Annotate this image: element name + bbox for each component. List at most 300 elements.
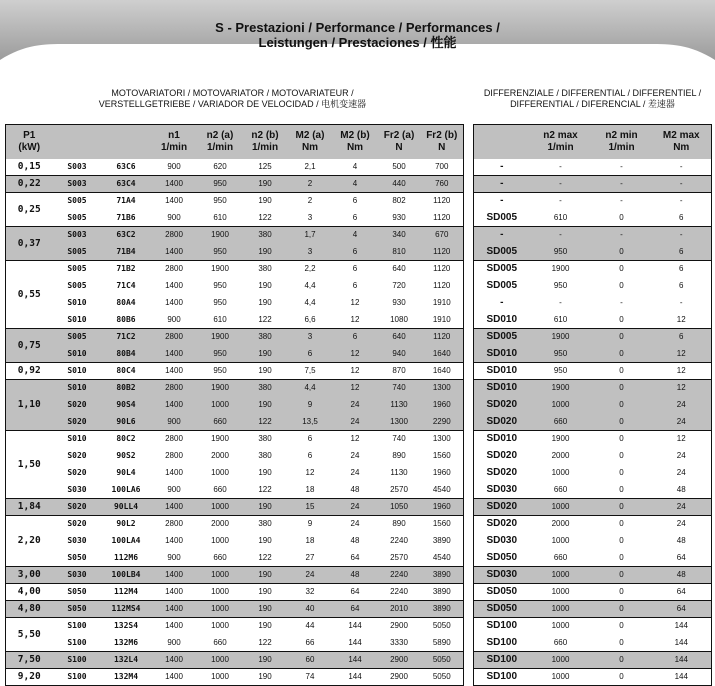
diff-row	[474, 278, 712, 295]
cell-m: 63C6	[102, 159, 151, 176]
diff-row	[474, 261, 712, 278]
diff-row	[474, 329, 712, 346]
diff-cell-dm2: -	[679, 298, 683, 307]
cell-n1: 900	[151, 312, 198, 329]
cell-n2b: 380	[258, 434, 272, 444]
diff-cell-d: SD100	[474, 652, 530, 669]
diff-cell-dmax: 660	[530, 635, 592, 652]
cell-m2a: 74	[288, 669, 333, 686]
diff-cell-dm2: 6	[652, 244, 712, 261]
cell-n2a: 1000	[211, 468, 229, 477]
main-header-label: M2 (a)	[295, 129, 325, 141]
cell-n1: 900	[151, 550, 198, 567]
diff-row	[474, 295, 712, 312]
cell-m2a: 1,7	[288, 227, 333, 244]
cell-n2a: 620	[198, 159, 243, 176]
cell-n2b: 122	[243, 635, 288, 652]
table-row	[6, 346, 464, 363]
main-header-label: n1	[168, 129, 180, 141]
main-header-9	[421, 125, 464, 159]
diff-cell-dm2: 48	[652, 567, 712, 584]
main-header-label: n2 (a)	[206, 129, 234, 141]
main-title-line1: MOTOVARIATORI / MOTOVARIATOR / MOTOVARIATEUR /	[111, 88, 354, 98]
power-cell: 4,80	[6, 601, 53, 618]
diff-cell-dmin: 0	[592, 414, 652, 431]
cell-frb: 1560	[432, 451, 451, 460]
cell-n2b: 190	[258, 196, 272, 206]
diff-row	[474, 516, 712, 533]
cell-n2b: 380	[243, 380, 288, 397]
diff-cell-dmin: 0	[592, 312, 652, 329]
cell-m: 112MS4	[102, 601, 151, 618]
table-row	[6, 244, 464, 261]
cell-frb: 1640	[421, 363, 464, 380]
cell-s: S005	[53, 329, 102, 346]
diff-row	[474, 312, 712, 329]
cell-n1: 1400	[151, 397, 198, 414]
table-row	[6, 618, 464, 635]
diff-cell-dm2: -	[652, 227, 712, 244]
cell-frb: 760	[421, 176, 464, 193]
diff-cell-d: SD005	[486, 263, 518, 275]
diff-row	[474, 397, 712, 414]
cell-m2a: 15	[288, 499, 333, 516]
cell-frb: 5890	[421, 635, 464, 652]
main-header-1	[53, 125, 102, 159]
diff-cell-dmin: 0	[619, 434, 624, 444]
diff-cell-d: -	[474, 227, 530, 244]
table-row	[6, 278, 464, 295]
cell-n2a: 660	[198, 550, 243, 567]
cell-frb: 3890	[421, 567, 464, 584]
power-cell: 0,25	[6, 193, 53, 227]
main-header-label: Fr2 (b)	[426, 129, 458, 141]
cell-n2a: 610	[198, 312, 243, 329]
diff-cell-dmin: -	[620, 298, 623, 307]
table-row	[6, 227, 464, 244]
diff-header-label: n2 max	[543, 129, 578, 141]
cell-m: 132M4	[102, 669, 151, 686]
cell-n2b: 190	[258, 468, 272, 477]
cell-n1: 1400	[165, 536, 183, 545]
cell-m2a: 6,6	[288, 312, 333, 329]
diff-cell-dmin: 0	[619, 519, 624, 529]
diff-title-line1: DIFFERENZIALE / DIFFERENTIAL / DIFFERENTIEL /	[483, 88, 702, 98]
cell-frb: 1120	[421, 210, 464, 227]
power-cell: 0,55	[6, 261, 53, 329]
cell-fra: 2570	[378, 550, 421, 567]
diff-cell-dm2: -	[679, 196, 683, 206]
cell-n2a: 1900	[211, 434, 229, 444]
cell-m2b: 144	[348, 621, 362, 631]
diff-cell-d: SD030	[474, 482, 530, 499]
cell-n2b: 122	[243, 210, 288, 227]
diff-cell-d: -	[474, 159, 530, 176]
cell-fra: 340	[378, 227, 421, 244]
diff-cell-dm2: 12	[652, 380, 712, 397]
diff-cell-dm2: -	[652, 159, 712, 176]
cell-m: 90S2	[116, 451, 136, 460]
diff-cell-d: SD005	[486, 280, 518, 291]
diff-cell-dm2: 6	[679, 264, 684, 274]
main-header-6	[288, 125, 333, 159]
cell-m2a: 60	[288, 652, 333, 669]
diff-cell-d: -	[500, 297, 504, 308]
cell-s: S100	[53, 652, 102, 669]
cell-m2b: 24	[350, 468, 360, 477]
cell-m: 80B6	[102, 312, 151, 329]
cell-fra: 1050	[378, 499, 421, 516]
cell-m2a: 3	[288, 329, 333, 346]
diff-header-label: n2 min	[605, 129, 638, 141]
cell-s: S100	[67, 621, 87, 631]
main-header-3	[151, 125, 198, 159]
table-row	[6, 516, 464, 533]
table-row	[6, 295, 464, 312]
diff-cell-dm2: 144	[674, 621, 688, 631]
diff-cell-d: SD020	[474, 397, 530, 414]
diff-cell-dmax: 1000	[530, 567, 592, 584]
diff-row	[474, 618, 712, 635]
diff-cell-d: SD030	[474, 567, 530, 584]
cell-m2b: 6	[352, 264, 358, 274]
cell-m: 63C2	[102, 227, 151, 244]
cell-m2b: 12	[333, 363, 378, 380]
diff-cell-d: SD100	[474, 669, 530, 686]
main-header-unit: Nm	[346, 141, 364, 153]
cell-m2b: 4	[333, 227, 378, 244]
diff-row	[474, 414, 712, 431]
diff-cell-dm2: 144	[652, 652, 712, 669]
diff-cell-dmax: 2000	[551, 519, 570, 529]
diff-cell-dmin: 0	[592, 499, 652, 516]
cell-m2b: 48	[350, 536, 360, 545]
diff-cell-dmin: -	[592, 176, 652, 193]
cell-m2b: 24	[350, 519, 360, 529]
cell-m2a: 9	[288, 397, 333, 414]
cell-n2b: 190	[243, 244, 288, 261]
cell-fra: 940	[378, 346, 421, 363]
diff-cell-d: -	[474, 176, 530, 193]
diff-row	[474, 176, 712, 193]
diff-section-title	[470, 88, 715, 110]
diff-cell-dm2: 24	[652, 397, 712, 414]
diff-cell-d: SD050	[474, 601, 530, 618]
cell-n1: 900	[151, 482, 198, 499]
diff-cell-dmin: 0	[592, 244, 652, 261]
cell-m2b: 6	[333, 244, 378, 261]
diff-cell-d: SD050	[474, 550, 530, 567]
cell-n1: 1400	[151, 669, 198, 686]
cell-frb: 700	[421, 159, 464, 176]
cell-m2a: 6	[288, 346, 333, 363]
diff-cell-dm2: 24	[652, 499, 712, 516]
table-row	[6, 159, 464, 176]
diff-row	[474, 567, 712, 584]
cell-fra: 2900	[390, 621, 408, 631]
cell-m: 132L4	[102, 652, 151, 669]
cell-m2a: 12	[305, 468, 315, 477]
diff-cell-d: SD010	[474, 380, 530, 397]
cell-m2a: 9	[307, 519, 313, 529]
table-row	[6, 414, 464, 431]
cell-s: S050	[53, 584, 102, 601]
power-cell: 0,22	[6, 176, 53, 193]
cell-n2a: 1000	[198, 584, 243, 601]
diff-cell-d: SD020	[486, 450, 518, 461]
diff-cell-dmax: 950	[530, 346, 592, 363]
cell-n1: 900	[151, 159, 198, 176]
diff-cell-dm2: 6	[652, 329, 712, 346]
cell-m: 90S4	[102, 397, 151, 414]
cell-s: S020	[53, 414, 102, 431]
power-cell: 5,50	[6, 618, 53, 652]
cell-s: S100	[53, 669, 102, 686]
cell-fra: 890	[392, 519, 406, 529]
cell-m: 80A4	[116, 298, 136, 307]
diff-row	[474, 533, 712, 550]
cell-s: S005	[53, 210, 102, 227]
cell-s: S010	[53, 380, 102, 397]
diff-cell-dmax: 1000	[530, 584, 592, 601]
cell-m: 80B2	[102, 380, 151, 397]
cell-n2b: 190	[243, 567, 288, 584]
diff-cell-d: SD100	[474, 635, 530, 652]
diff-cell-dmin: 0	[619, 451, 624, 460]
diff-cell-dmax: 1900	[551, 264, 570, 274]
diff-cell-dm2: 64	[652, 550, 712, 567]
cell-n2b: 380	[258, 264, 272, 274]
table-row	[6, 329, 464, 346]
diff-cell-d: SD020	[486, 467, 518, 478]
performance-table-header	[6, 125, 464, 159]
power-cell: 1,50	[6, 431, 53, 499]
table-row	[6, 499, 464, 516]
cell-s: S010	[67, 298, 87, 307]
diff-row	[474, 482, 712, 499]
cell-n1: 900	[151, 414, 198, 431]
cell-n2b: 190	[243, 499, 288, 516]
cell-m2a: 2,2	[304, 264, 316, 274]
diff-cell-dm2: 6	[679, 281, 684, 290]
cell-m2a: 27	[288, 550, 333, 567]
cell-fra: 640	[378, 329, 421, 346]
cell-fra: 2240	[378, 584, 421, 601]
cell-n1: 2800	[165, 264, 183, 274]
power-cell: 0,37	[6, 227, 53, 261]
diff-row	[474, 159, 712, 176]
cell-n1: 1400	[165, 468, 183, 477]
cell-frb: 3890	[421, 601, 464, 618]
table-row	[6, 363, 464, 380]
cell-n2a: 1000	[198, 669, 243, 686]
diff-cell-dmax: -	[530, 227, 592, 244]
diff-header-0	[474, 125, 530, 159]
diff-cell-dmin: 0	[592, 329, 652, 346]
cell-n1: 1400	[165, 298, 183, 307]
diff-cell-dmin: 0	[592, 346, 652, 363]
diff-cell-dm2: 64	[652, 601, 712, 618]
cell-n1: 1400	[165, 621, 183, 631]
cell-m2a: 32	[288, 584, 333, 601]
cell-m2a: 13,5	[288, 414, 333, 431]
diff-cell-dmin: 0	[592, 567, 652, 584]
cell-m2a: 6	[307, 434, 313, 444]
diff-cell-dm2: 48	[652, 482, 712, 499]
power-cell: 2,20	[6, 516, 53, 567]
table-row	[6, 431, 464, 448]
diff-cell-dmax: 950	[530, 244, 592, 261]
diff-cell-dmin: 0	[592, 601, 652, 618]
diff-cell-d: SD010	[474, 346, 530, 363]
diff-row	[474, 244, 712, 261]
cell-fra: 2900	[378, 652, 421, 669]
cell-m2b: 48	[333, 482, 378, 499]
table-row	[6, 397, 464, 414]
diff-cell-d: SD020	[474, 414, 530, 431]
cell-n1: 1400	[151, 499, 198, 516]
cell-m: 90L2	[116, 519, 136, 529]
cell-frb: 1300	[421, 380, 464, 397]
cell-n2a: 1900	[198, 329, 243, 346]
cell-n1: 1400	[165, 196, 183, 206]
cell-m2a: 66	[288, 635, 333, 652]
cell-fra: 930	[392, 298, 406, 307]
table-row	[6, 533, 464, 550]
diff-cell-dmin: -	[620, 196, 623, 206]
cell-n1: 2800	[151, 329, 198, 346]
diff-cell-dmin: 0	[619, 281, 624, 290]
cell-frb: 670	[421, 227, 464, 244]
diff-cell-d: SD010	[474, 363, 530, 380]
diff-cell-dmin: 0	[592, 550, 652, 567]
diff-row	[474, 635, 712, 652]
cell-n1: 1400	[151, 584, 198, 601]
cell-m2a: 40	[288, 601, 333, 618]
cell-fra: 1130	[390, 468, 408, 477]
cell-s: S020	[67, 519, 87, 529]
cell-m2a: 4,4	[304, 281, 316, 290]
table-row	[6, 482, 464, 499]
diff-cell-d: SD005	[474, 244, 530, 261]
cell-fra: 2570	[378, 482, 421, 499]
table-row	[6, 635, 464, 652]
table-row	[6, 312, 464, 329]
diff-cell-dm2: 48	[676, 536, 686, 545]
cell-m: 132S4	[113, 621, 139, 631]
cell-frb: 4540	[421, 550, 464, 567]
cell-n1: 1400	[165, 281, 183, 290]
table-row	[6, 176, 464, 193]
cell-fra: 440	[378, 176, 421, 193]
diff-cell-d: SD050	[474, 584, 530, 601]
differential-table	[473, 124, 712, 686]
table-row	[6, 652, 464, 669]
diff-row	[474, 499, 712, 516]
power-cell: 1,84	[6, 499, 53, 516]
diff-cell-dm2: 24	[676, 519, 686, 529]
cell-n2a: 1000	[198, 499, 243, 516]
diff-row	[474, 210, 712, 227]
diff-cell-dm2: 144	[652, 669, 712, 686]
cell-m: 80C4	[102, 363, 151, 380]
diff-cell-dmax: 1000	[551, 468, 570, 477]
cell-m: 132M6	[102, 635, 151, 652]
cell-s: S005	[67, 196, 87, 206]
cell-frb: 1300	[432, 434, 451, 444]
diff-row	[474, 431, 712, 448]
cell-n2a: 1900	[198, 380, 243, 397]
cell-m2b: 12	[333, 380, 378, 397]
cell-n1: 1400	[151, 176, 198, 193]
cell-n1: 900	[151, 635, 198, 652]
diff-cell-dmin: -	[592, 227, 652, 244]
diff-cell-dmax: 1000	[530, 669, 592, 686]
power-cell: 0,75	[6, 329, 53, 363]
cell-n2a: 950	[213, 281, 227, 290]
cell-n1: 1400	[151, 346, 198, 363]
power-cell: 0,15	[6, 159, 53, 176]
cell-s: S020	[67, 451, 87, 460]
main-section-title	[60, 88, 405, 110]
main-header-unit: Nm	[301, 141, 319, 153]
cell-s: S030	[53, 482, 102, 499]
cell-m2a: 44	[305, 621, 315, 631]
cell-m2b: 144	[333, 669, 378, 686]
diff-cell-dmin: 0	[592, 363, 652, 380]
diff-cell-dm2: 12	[652, 312, 712, 329]
diff-cell-dmin: 0	[592, 669, 652, 686]
diff-row	[474, 363, 712, 380]
cell-fra: 500	[378, 159, 421, 176]
table-row	[6, 193, 464, 210]
main-header-8	[378, 125, 421, 159]
cell-frb: 1960	[421, 499, 464, 516]
diff-header-unit: 1/min	[547, 141, 574, 153]
diff-cell-d: SD100	[486, 620, 518, 632]
cell-m2b: 144	[333, 635, 378, 652]
cell-m2b: 12	[333, 346, 378, 363]
cell-n2a: 950	[198, 363, 243, 380]
cell-frb: 1960	[421, 397, 464, 414]
diff-cell-dmax: -	[530, 176, 592, 193]
cell-fra: 740	[392, 434, 406, 444]
diff-cell-dmax: 1900	[530, 329, 592, 346]
table-row	[6, 567, 464, 584]
cell-n2b: 380	[243, 329, 288, 346]
table-row	[6, 669, 464, 686]
main-header-unit: (kW)	[18, 141, 41, 153]
table-row	[6, 601, 464, 618]
cell-s: S100	[53, 635, 102, 652]
cell-m2b: 6	[333, 329, 378, 346]
diff-header-1	[530, 125, 592, 159]
diff-cell-d: SD005	[474, 210, 530, 227]
diff-row	[474, 346, 712, 363]
cell-m2b: 6	[352, 281, 358, 290]
cell-n2b: 190	[258, 298, 272, 307]
diff-cell-dmax: 1900	[530, 380, 592, 397]
cell-m2b: 24	[333, 414, 378, 431]
table-row	[6, 210, 464, 227]
cell-m: 71A4	[116, 196, 136, 206]
cell-m2a: 3	[288, 244, 333, 261]
cell-s: S010	[53, 346, 102, 363]
diff-cell-dmax: 610	[530, 312, 592, 329]
power-cell: 9,20	[6, 669, 53, 686]
cell-s: S010	[53, 312, 102, 329]
cell-m: 71B4	[102, 244, 151, 261]
